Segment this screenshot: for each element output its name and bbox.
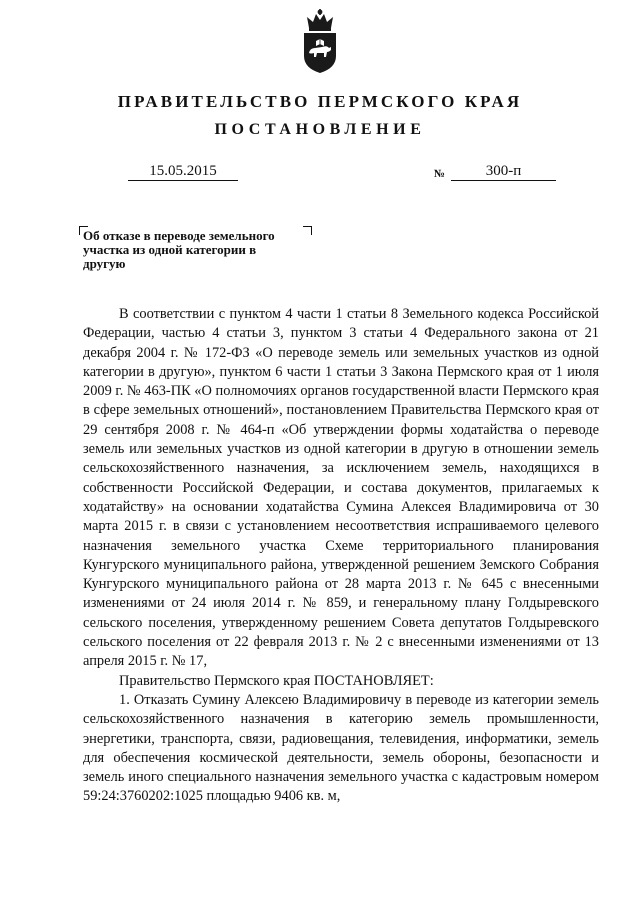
paragraph-preamble: В соответствии с пунктом 4 части 1 статьи 8 Земельного кодекса Российской Федерации, частью 4 статьи 3, пунктом 3 статьи 4 Федерального закона от 21 декабря 2004 г. № 172-ФЗ «О переводе земель или земельных участков из одной категории в другую», пунктом 6 части 1 статьи 3 Закона Пермского края от 1 июля 2009 г. № 463-ПК «О полномочиях органов государственной власти Пермского края в сфере земельных отношений», постановлением Правительства Пермского края от 29 сентября 2008 г. № 464-п «Об утверждении формы ходатайства о переводе земель или земельных участков из одной категории в другую в отношении земель сельскохозяйственного назначения, за исключением земель, находящихся в собственности Российской Федерации, и состава документов, прилагаемых к ходатайству» на основании ходатайства Сумина Алексея Владимировича от 30 марта 2015 г. в связи с установлением несоответствия испрашиваемого целевого назначения земельного участка Схеме территориального планирования Кунгурского муниципального района, утвержденной решением Земского Собрания Кунгурского муниципального района от 28 марта 2013 г. № 645 с внесенными изменениями от 24 июля 2014 г. № 859, и генеральному плану Голдыревского сельского поселения, утвержденному решением Совета депутатов Голдыревского сельского поселения от 22 февраля 2013 г. № 2 с внесенными изменениями от 13 апреля 2015 г. № 17, <box>83 306 599 670</box>
number-sign: № <box>434 168 446 180</box>
paragraph-item-1: 1. Отказать Сумину Алексею Владимировичу в переводе из категории земель сельскохозяйственного назначения в категорию земель промышленности, энергетики, транспорта, связи, радиовещания, телевидения, информатики, земель для обеспечения космической деятельности, земель обороны, безопасности и земель иного специального назначения земельного участка с кадастровым номером 59:24:3760202:1025 площадью 9406 кв. м, <box>83 691 599 805</box>
document-number: 300-п <box>451 162 556 181</box>
document-date: 15.05.2015 <box>128 162 238 181</box>
document-body <box>83 305 599 807</box>
document-subject: Об отказе в переводе земельного участка из одной категории в другую <box>83 228 275 271</box>
document-type: ПОСТАНОВЛЕНИЕ <box>214 121 426 138</box>
coat-of-arms-icon <box>300 8 340 74</box>
organization-title: ПРАВИТЕЛЬСТВО ПЕРМСКОГО КРАЯ <box>117 92 523 111</box>
paragraph-resolves: Правительство Пермского края ПОСТАНОВЛЯЕТ: <box>119 672 434 689</box>
subject-corner-right <box>303 226 312 235</box>
